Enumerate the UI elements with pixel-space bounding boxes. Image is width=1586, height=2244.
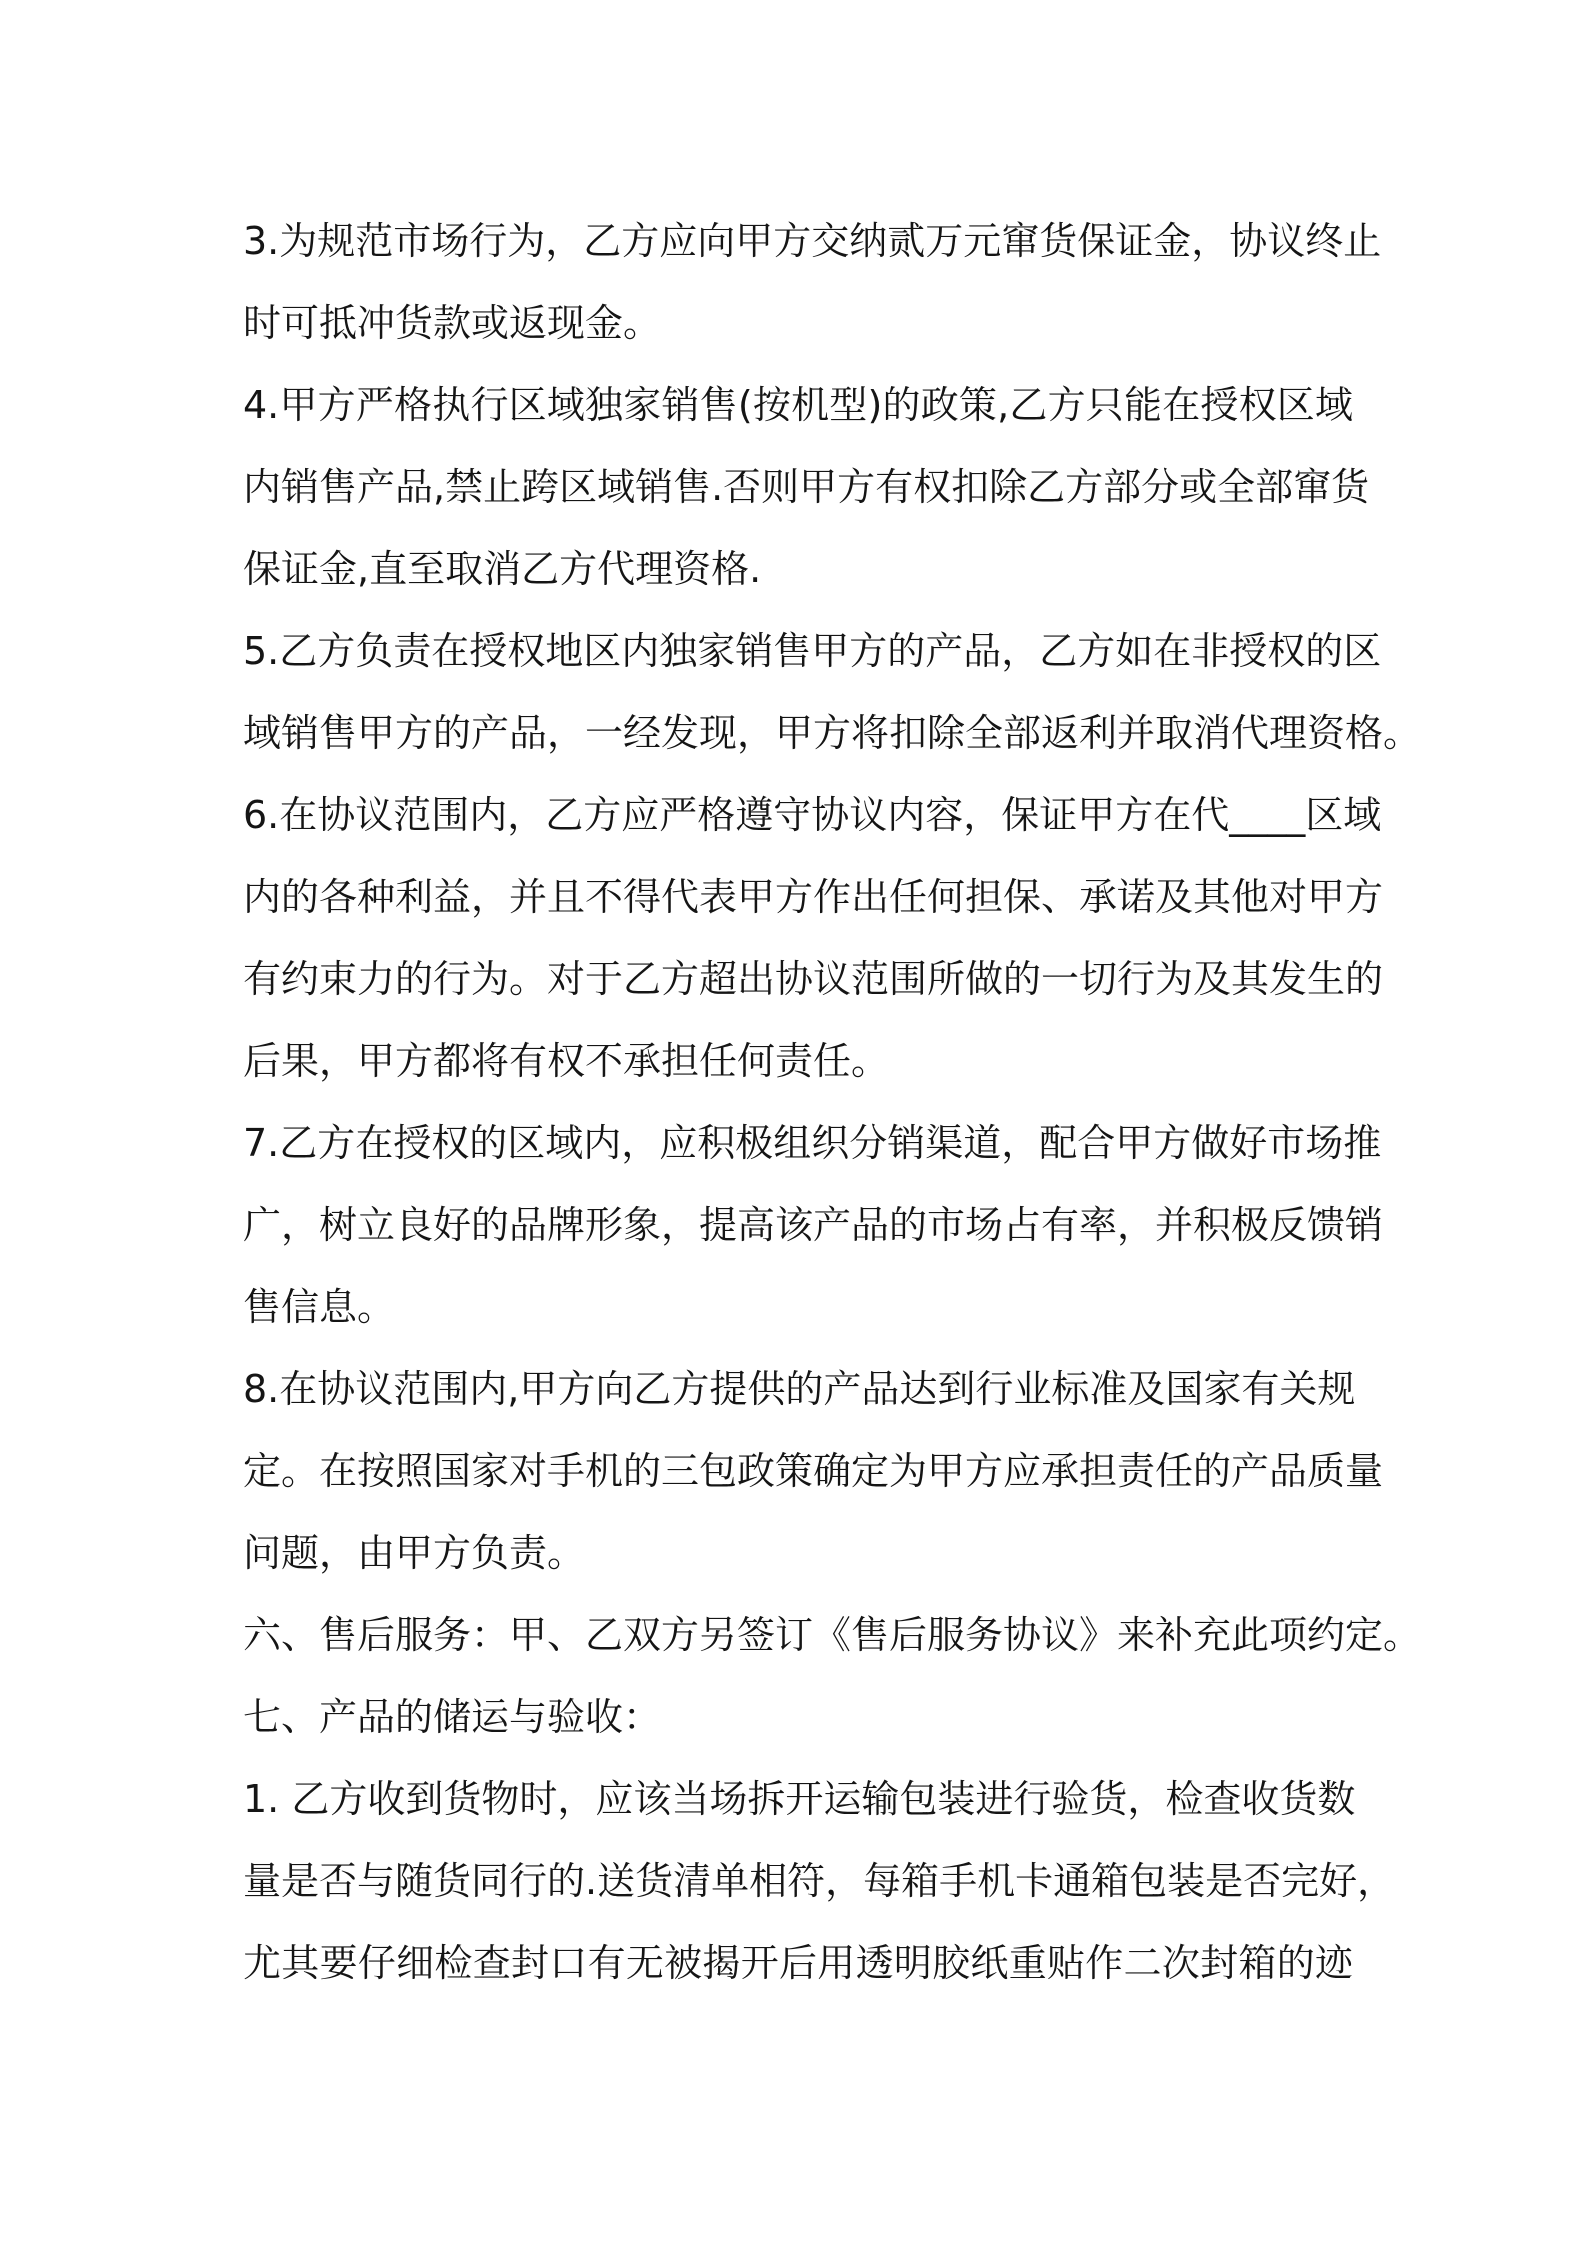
clause-7-line-3: 售信息。: [243, 1285, 396, 1329]
clause-3-line-2: 时可抵冲货款或返现金。: [243, 301, 662, 345]
clause-4-line-2: 内销售产品,禁止跨区域销售.否则甲方有权扣除乙方部分或全部窜货: [243, 465, 1370, 509]
clause-7-line-2: 广，树立良好的品牌形象，提高该产品的市场占有率，并积极反馈销: [243, 1203, 1384, 1247]
clause-5-line-2: 域销售甲方的产品，一经发现，甲方将扣除全部返利并取消代理资格。: [243, 711, 1422, 755]
clause-6-line-1: 6.在协议范围内，乙方应严格遵守协议内容，保证甲方在代____区域: [243, 793, 1382, 837]
clause-8-line-3: 问题，由甲方负责。: [243, 1531, 586, 1575]
clause-7-line-1: 7.乙方在授权的区域内，应积极组织分销渠道，配合甲方做好市场推: [243, 1121, 1382, 1165]
section-7-item-1-line-3: 尤其要仔细检查封口有无被揭开后用透明胶纸重贴作二次封箱的迹: [243, 1941, 1353, 1985]
clause-3-line-1: 3.为规范市场行为，乙方应向甲方交纳贰万元窜货保证金，协议终止: [243, 219, 1382, 263]
clause-5-line-1: 5.乙方负责在授权地区内独家销售甲方的产品，乙方如在非授权的区: [243, 629, 1382, 673]
section-6-heading: 六、售后服务：甲、乙双方另签订《售后服务协议》来补充此项约定。: [243, 1613, 1422, 1657]
clause-6-line-2: 内的各种利益，并且不得代表甲方作出任何担保、承诺及其他对甲方: [243, 875, 1384, 919]
clause-4-line-1: 4.甲方严格执行区域独家销售(按机型)的政策,乙方只能在授权区域: [243, 383, 1353, 427]
section-7-item-1-line-1: 1. 乙方收到货物时，应该当场拆开运输包装进行验货，检查收货数: [243, 1777, 1356, 1821]
document-body: [243, 200, 1422, 2004]
clause-8-line-2: 定。在按照国家对手机的三包政策确定为甲方应承担责任的产品质量: [243, 1449, 1384, 1493]
section-7-item-1-line-2: 量是否与随货同行的.送货清单相符，每箱手机卡通箱包装是否完好，: [243, 1859, 1396, 1903]
clause-8-line-1: 8.在协议范围内,甲方向乙方提供的产品达到行业标准及国家有关规: [243, 1367, 1356, 1411]
section-7-heading: 七、产品的储运与验收：: [243, 1695, 662, 1739]
clause-6-line-3: 有约束力的行为。对于乙方超出协议范围所做的一切行为及其发生的: [243, 957, 1384, 1001]
clause-4-line-3: 保证金,直至取消乙方代理资格.: [243, 547, 762, 591]
clause-6-line-4: 后果，甲方都将有权不承担任何责任。: [243, 1039, 890, 1083]
